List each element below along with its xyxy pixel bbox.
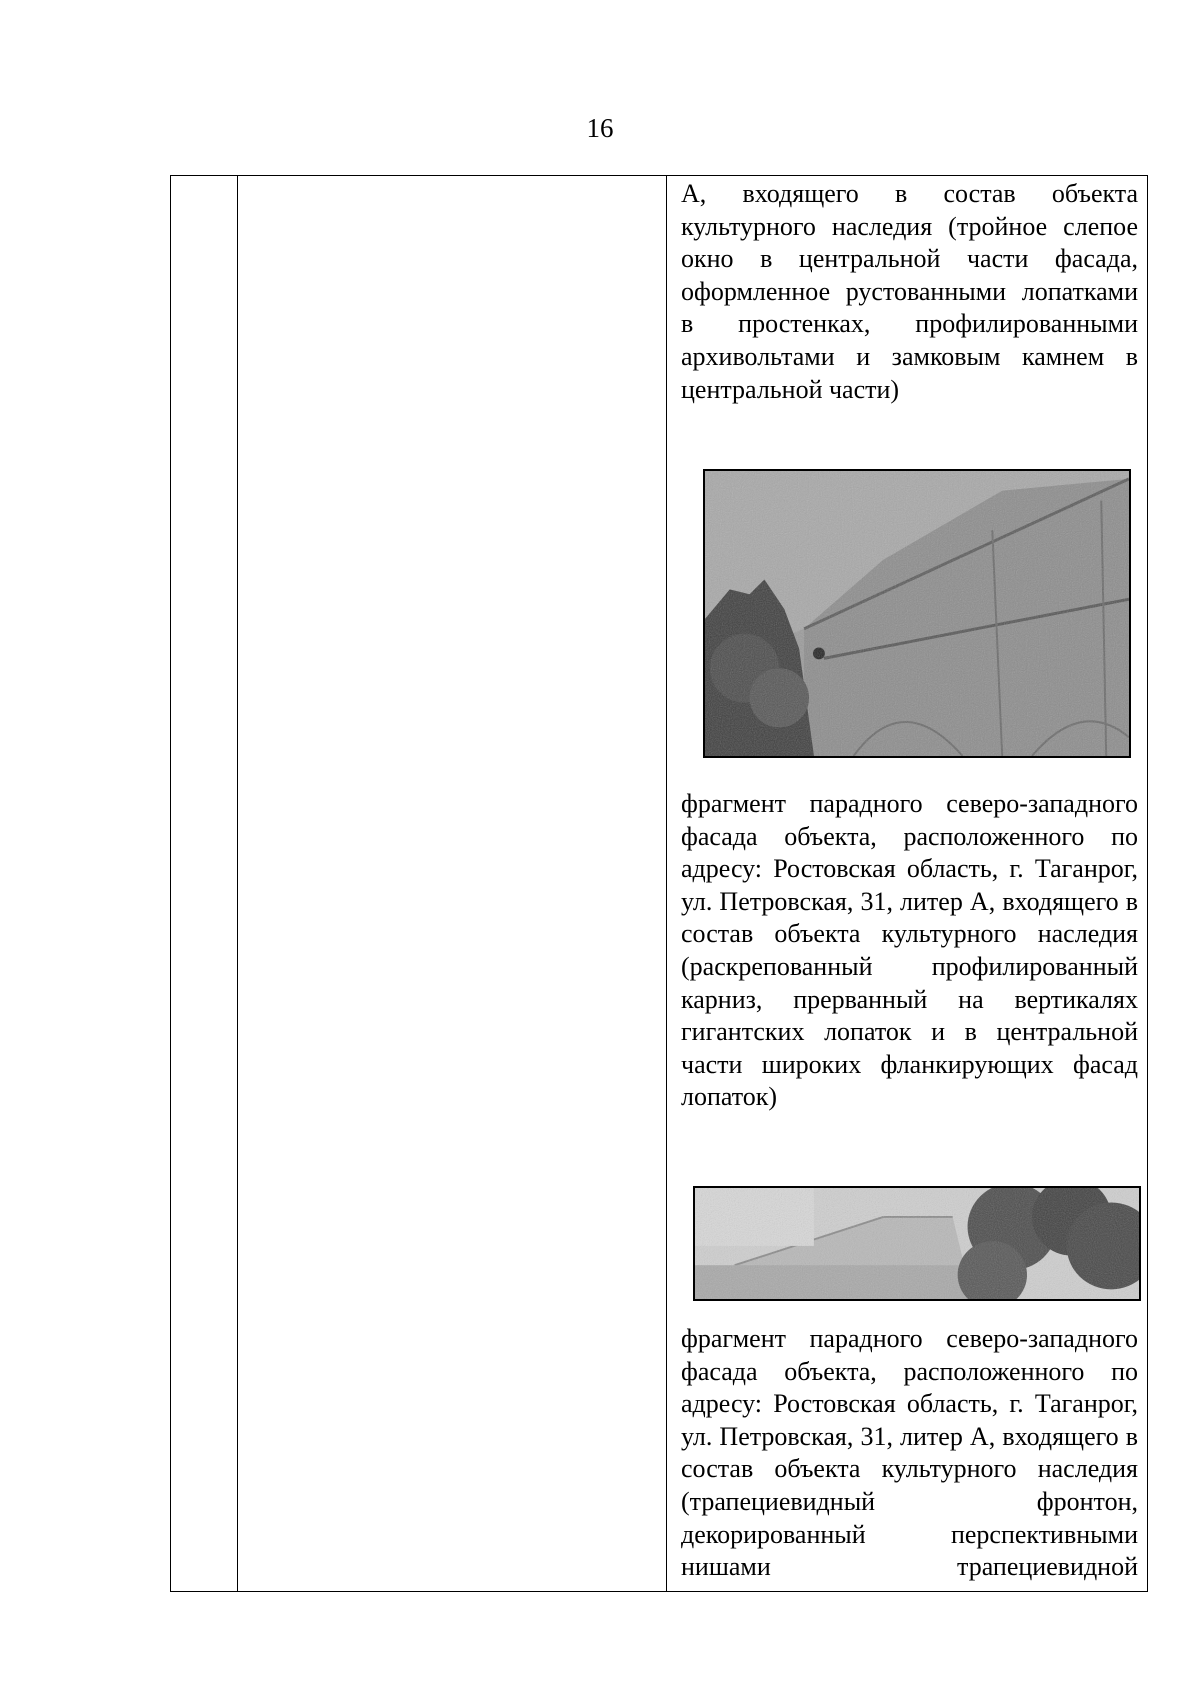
heritage-table <box>170 175 1148 1592</box>
column-divider-1 <box>237 176 238 1591</box>
description-text-2: фрагмент парадного северо-западного фасада объекта, расположенного по адресу: Ростовская область, г. Таганрог, ул. Петровская, 31, литер А, входящего в состав объекта культурного наследия (раскрепованный профилированный карниз, прерванный на вертикалях гигантских лопаток и в центральной части широких фланкирующих фасад лопаток) <box>681 789 1138 1112</box>
page-number: 16 <box>586 113 614 143</box>
description-cell <box>667 176 1147 1591</box>
description-text-3: фрагмент парадного северо-западного фасада объекта, расположенного по адресу: Ростовская область, г. Таганрог, ул. Петровская, 31, литер А, входящего в состав объекта культурного наследия (трапециевидный фронтон, декорированный перспективными нишами трапециевидной <box>681 1324 1138 1582</box>
description-text-1: А, входящего в состав объекта культурного наследия (тройное слепое окно в центральной части фасада, оформленное рустованными лопатками в простенках, профилированными архивольтами и замковым камнем в центральной части) <box>681 179 1138 404</box>
facade-pediment-photo <box>693 1186 1141 1301</box>
facade-cornice-photo <box>703 469 1131 758</box>
